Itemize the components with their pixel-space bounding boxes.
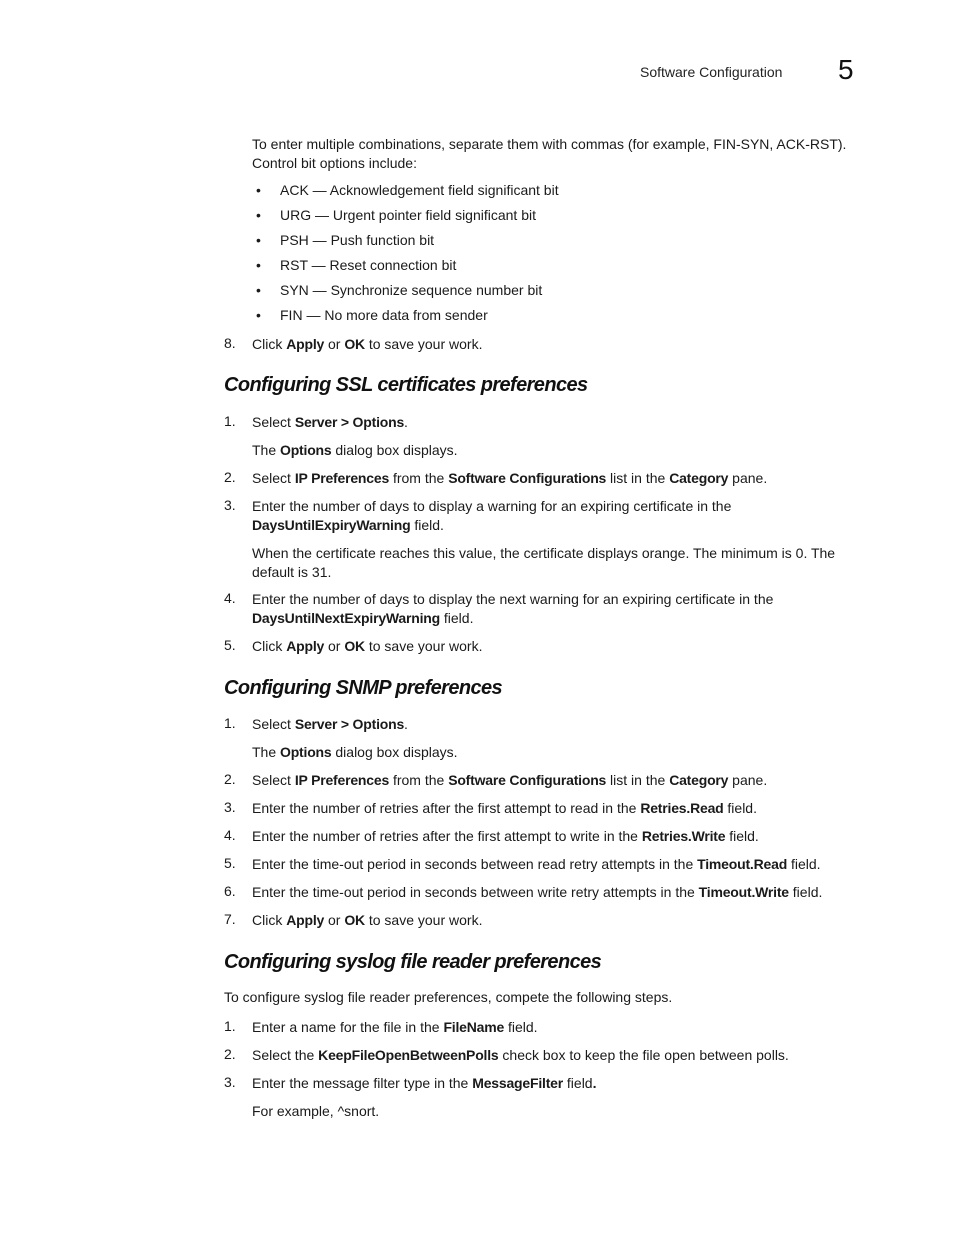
step-number: 2. bbox=[224, 771, 236, 787]
term-message-filter: MessageFilter bbox=[472, 1075, 564, 1091]
step-number: 6. bbox=[224, 883, 236, 899]
step-number: 1. bbox=[224, 413, 236, 429]
ssl-step-1-note: The Options dialog box displays. bbox=[252, 442, 458, 458]
snmp-step-4: Enter the number of retries after the first attempt to write in the Retries.Write field. bbox=[252, 828, 759, 844]
step-number: 4. bbox=[224, 590, 236, 606]
snmp-step-2: Select IP Preferences from the Software Configurations list in the Category pane. bbox=[252, 772, 768, 788]
step-save-work: Click Apply or OK to save your work. bbox=[252, 336, 483, 352]
bullet-marker: • bbox=[256, 182, 261, 198]
snmp-step-6: Enter the time-out period in seconds between write retry attempts in the Timeout.Write field. bbox=[252, 884, 823, 900]
snmp-step-5: Enter the time-out period in seconds between read retry attempts in the Timeout.Read field. bbox=[252, 856, 821, 872]
term-retries-read: Retries.Read bbox=[640, 800, 724, 816]
bullet-item-urg: URG — Urgent pointer field significant bit bbox=[280, 207, 536, 223]
intro-line-2: Control bit options include: bbox=[252, 155, 417, 171]
ssl-step-3: Enter the number of days to display a warning for an expiring certificate in the DaysUntilExpiryWarning field. bbox=[252, 498, 732, 533]
step-number: 7. bbox=[224, 911, 236, 927]
snmp-step-7: Click Apply or OK to save your work. bbox=[252, 912, 483, 928]
bullet-item-psh: PSH — Push function bit bbox=[280, 232, 435, 248]
step-number: 2. bbox=[224, 1046, 236, 1062]
term-timeout-write: Timeout.Write bbox=[698, 884, 789, 900]
syslog-intro: To configure syslog file reader preferences, compete the following steps. bbox=[224, 989, 673, 1005]
bullet-marker: • bbox=[256, 207, 261, 223]
ssl-step-1: Select Server > Options. bbox=[252, 414, 408, 430]
section-heading-syslog: Configuring syslog file reader preferences bbox=[224, 951, 602, 973]
step-number: 5. bbox=[224, 855, 236, 871]
snmp-step-1-note: The Options dialog box displays. bbox=[252, 744, 458, 760]
term-timeout-read: Timeout.Read bbox=[697, 856, 788, 872]
running-header-section-title: Software Configuration bbox=[640, 64, 783, 80]
step-number: 4. bbox=[224, 827, 236, 843]
term-retries-write: Retries.Write bbox=[641, 828, 726, 844]
snmp-step-3: Enter the number of retries after the first attempt to read in the Retries.Read field. bbox=[252, 800, 757, 816]
bullet-marker: • bbox=[256, 282, 261, 298]
step-number: 1. bbox=[224, 1018, 236, 1034]
ssl-step-3-note: When the certificate reaches this value, the certificate displays orange. The minimum is 0. The default is 31. bbox=[252, 545, 836, 580]
step-number: 1. bbox=[224, 715, 236, 731]
bullet-item-rst: RST — Reset connection bit bbox=[280, 257, 457, 273]
chapter-number: 5 bbox=[838, 54, 854, 85]
term-keep-file-open: KeepFileOpenBetweenPolls bbox=[318, 1047, 499, 1063]
step-number: 3. bbox=[224, 497, 236, 513]
syslog-step-3-example: For example, ^snort. bbox=[252, 1103, 380, 1119]
ssl-step-2: Select IP Preferences from the Software Configurations list in the Category pane. bbox=[252, 470, 768, 486]
section-heading-snmp: Configuring SNMP preferences bbox=[224, 677, 503, 699]
bullet-marker: • bbox=[256, 307, 261, 323]
ssl-step-4: Enter the number of days to display the next warning for an expiring certificate in the DaysUntilNextExpiryWarning field. bbox=[252, 591, 774, 626]
bullet-item-syn: SYN — Synchronize sequence number bit bbox=[280, 282, 543, 298]
syslog-step-2: Select the KeepFileOpenBetweenPolls check box to keep the file open between polls. bbox=[252, 1047, 789, 1063]
syslog-step-1: Enter a name for the file in the FileName field. bbox=[252, 1019, 538, 1035]
term-days-until-expiry: DaysUntilExpiryWarning bbox=[252, 517, 411, 533]
bullet-marker: • bbox=[256, 257, 261, 273]
term-options: Options bbox=[280, 442, 332, 458]
intro-line-1: To enter multiple combinations, separate them with commas (for example, FIN-SYN, ACK-RST). bbox=[252, 136, 847, 152]
term-ok: OK bbox=[344, 336, 365, 352]
step-number: 3. bbox=[224, 1074, 236, 1090]
bullet-item-ack: ACK — Acknowledgement field significant bit bbox=[280, 182, 559, 198]
step-number: 8. bbox=[224, 335, 236, 351]
step-number: 2. bbox=[224, 469, 236, 485]
syslog-step-3: Enter the message filter type in the MessageFilter field. bbox=[252, 1075, 597, 1091]
step-number: 5. bbox=[224, 637, 236, 653]
term-filename: FileName bbox=[443, 1019, 505, 1035]
section-heading-ssl: Configuring SSL certificates preferences bbox=[224, 374, 588, 396]
term-server-options: Server > Options bbox=[294, 414, 405, 430]
bullet-item-fin: FIN — No more data from sender bbox=[280, 307, 488, 323]
snmp-step-1: Select Server > Options. bbox=[252, 716, 408, 732]
term-apply: Apply bbox=[286, 336, 325, 352]
term-days-until-next-expiry: DaysUntilNextExpiryWarning bbox=[252, 610, 440, 626]
ssl-step-5: Click Apply or OK to save your work. bbox=[252, 638, 483, 654]
intro-paragraph bbox=[252, 135, 846, 173]
step-number: 3. bbox=[224, 799, 236, 815]
bullet-marker: • bbox=[256, 232, 261, 248]
